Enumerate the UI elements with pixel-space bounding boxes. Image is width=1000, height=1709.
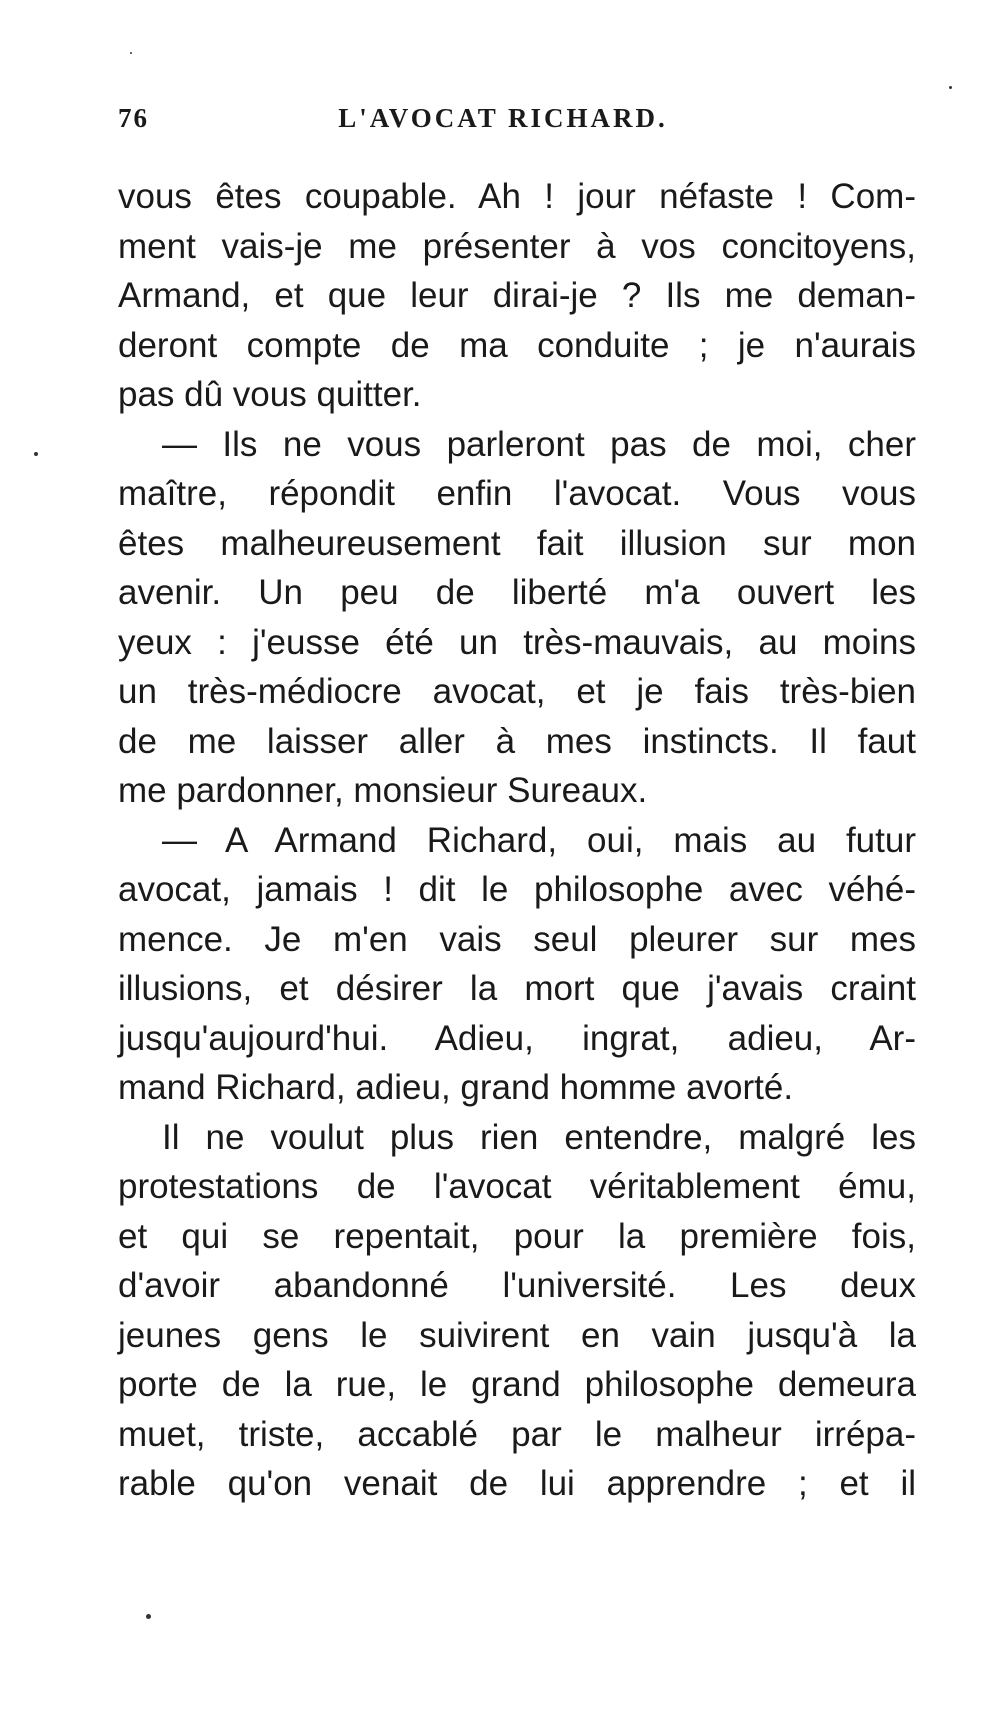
running-title: L'AVOCAT RICHARD. — [338, 103, 668, 133]
text-line: porte de la rue, le grand philosophe demeura — [118, 1365, 916, 1404]
text-line: un très-médiocre avocat, et je fais très-bien — [118, 672, 916, 711]
text-line: avenir. Un peu de liberté m'a ouvert les — [118, 573, 916, 612]
text-line: jeunes gens le suivirent en vain jusqu'à la — [118, 1315, 916, 1355]
text-line: yeux : j'eusse été un très-mauvais, au moins — [118, 622, 916, 662]
text-line: muet, triste, accablé par le malheur irrépa- — [118, 1414, 916, 1454]
text-line: Armand, et que leur dirai-je ? Ils me deman- — [118, 276, 916, 315]
text-line: maître, répondit enfin l'avocat. Vous vous — [118, 474, 916, 513]
print-speck — [34, 452, 38, 456]
text-line: protestations de l'avocat véritablement ému, — [118, 1167, 916, 1206]
text-line: deront compte de ma conduite ; je n'aurais — [118, 325, 916, 365]
text-line: d'avoir abandonné l'université. Les deux — [118, 1266, 916, 1305]
print-speck — [146, 1614, 151, 1619]
text-line: Il ne voulut plus rien entendre, malgré les — [162, 1117, 916, 1157]
text-line: vous êtes coupable. Ah ! jour néfaste ! Com- — [118, 177, 916, 216]
text-line: illusions, et désirer la mort que j'avais craint — [118, 969, 916, 1008]
text-line: jusqu'aujourd'hui. Adieu, ingrat, adieu, Ar- — [118, 1018, 916, 1058]
page-header — [118, 103, 888, 139]
text-line: de me laisser aller à mes instincts. Il faut — [118, 721, 916, 761]
text-line: rable qu'on venait de lui apprendre ; et il — [118, 1464, 916, 1503]
print-speck — [949, 86, 952, 89]
text-line: êtes malheureusement fait illusion sur mon — [118, 523, 916, 563]
text-line: ment vais-je me présenter à vos concitoyens, — [118, 226, 916, 266]
body-text — [118, 172, 916, 1509]
text-line: me pardonner, monsieur Sureaux. — [118, 771, 648, 810]
text-line: mand Richard, adieu, grand homme avorté. — [118, 1068, 794, 1107]
page-number: 76 — [118, 103, 149, 133]
text-line: mence. Je m'en vais seul pleurer sur mes — [118, 919, 916, 959]
text-line: avocat, jamais ! dit le philosophe avec véhé- — [118, 870, 916, 909]
text-line: — A Armand Richard, oui, mais au futur — [162, 820, 916, 860]
text-line: — Ils ne vous parleront pas de moi, cher — [162, 424, 916, 464]
text-line: et qui se repentait, pour la première fois, — [118, 1216, 916, 1256]
text-line: pas dû vous quitter. — [118, 375, 422, 414]
print-speck — [130, 52, 132, 54]
